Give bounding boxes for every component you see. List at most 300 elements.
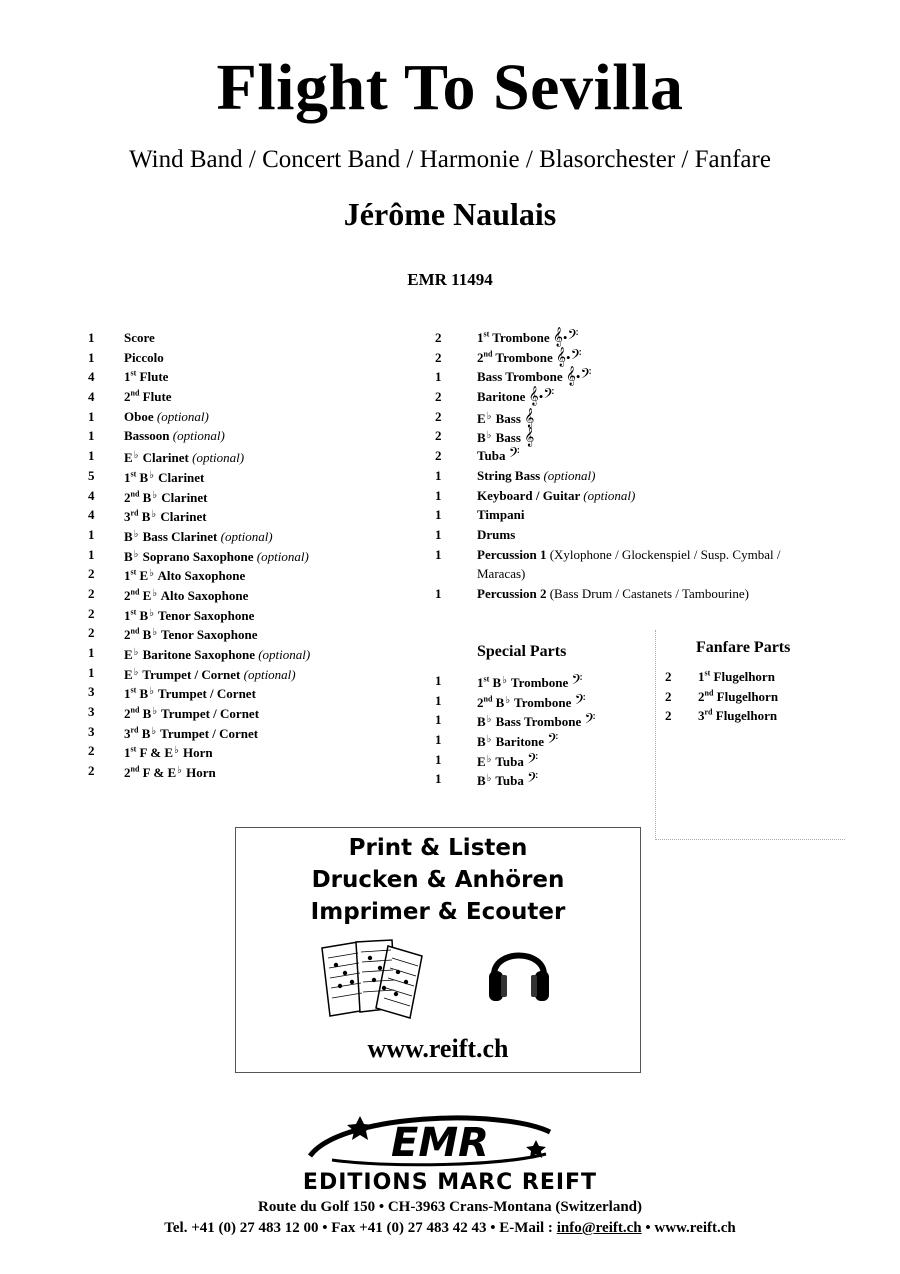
flat-icon: ♭	[152, 489, 158, 501]
part-quantity: 4	[88, 507, 95, 523]
part-quantity: 2	[88, 625, 95, 641]
part-name	[124, 722, 258, 744]
part-name	[124, 466, 204, 488]
bass-clef-icon: 𝄢	[527, 770, 539, 790]
treble-clef-icon: 𝄞	[528, 386, 539, 406]
treble-clef-icon: 𝄞	[565, 366, 576, 386]
part-name-text: Clarinet	[154, 469, 205, 485]
optional-label: (optional)	[543, 467, 596, 483]
flat-icon: ♭	[486, 753, 492, 765]
ordinal-suffix: nd	[130, 587, 140, 597]
treble-clef-icon: 𝄞	[555, 346, 567, 366]
part-quantity: 2	[88, 566, 95, 582]
part-quantity: 3	[88, 684, 95, 700]
flat-icon: ♭	[133, 666, 139, 678]
sheet-music-icon	[318, 938, 428, 1020]
ordinal-suffix: nd	[130, 764, 140, 774]
optional-label: (optional)	[172, 428, 225, 444]
list-item	[665, 706, 845, 726]
ordinal-suffix: st	[130, 369, 137, 379]
optional-label: (optional)	[256, 548, 309, 564]
flat-icon: ♭	[151, 509, 157, 521]
list-item	[88, 505, 418, 525]
parts-list-left	[88, 328, 418, 781]
part-name-text: Tuba	[492, 773, 528, 789]
flat-icon: ♭	[486, 734, 492, 746]
list-item	[88, 722, 418, 742]
part-name	[124, 702, 259, 724]
part-quantity: 1	[88, 349, 95, 365]
contact-website: • www.reift.ch	[641, 1220, 736, 1236]
flat-icon: ♭	[149, 686, 154, 698]
part-name-text: 2	[124, 489, 131, 505]
flat-icon: ♭	[505, 694, 511, 706]
part-quantity: 4	[88, 369, 95, 385]
part-name-text: E	[477, 410, 486, 426]
part-quantity: 1	[435, 487, 442, 503]
flat-icon: ♭	[486, 714, 492, 726]
part-name	[698, 706, 777, 726]
part-name-text: 3	[124, 725, 131, 741]
part-name-text: Trumpet / Cornet	[154, 686, 256, 702]
part-name-text: Bass	[492, 410, 525, 426]
fanfare-parts-title: Fanfare Parts	[696, 639, 791, 656]
part-quantity: 3	[88, 723, 95, 739]
list-item	[665, 687, 845, 707]
part-name-text: Bass Trombone	[477, 369, 566, 385]
part-quantity: 1	[88, 645, 95, 660]
part-name-text: Bass Clarinet	[139, 528, 221, 544]
flat-icon: ♭	[152, 627, 158, 639]
flat-icon: ♭	[152, 587, 158, 599]
optional-label: (optional)	[243, 666, 296, 682]
publisher-contact	[0, 1219, 900, 1237]
part-quantity: 1	[435, 732, 442, 748]
ordinal-suffix: nd	[130, 388, 140, 398]
part-name	[124, 426, 225, 446]
list-item	[88, 741, 418, 761]
part-name-text: B	[477, 430, 486, 446]
page-title: Flight To Sevilla	[216, 51, 684, 124]
part-name-text: 2	[477, 694, 484, 710]
ordinal-suffix: st	[130, 607, 137, 617]
list-item	[88, 328, 418, 348]
list-item	[435, 426, 825, 446]
list-item	[88, 426, 418, 446]
fanfare-parts-list	[665, 667, 845, 726]
part-name-text: Percussion 1	[477, 546, 550, 562]
list-item	[435, 750, 655, 770]
part-name-text: 1	[477, 675, 484, 690]
optional-label: (optional)	[192, 450, 245, 466]
part-name-text: 2	[477, 349, 484, 365]
part-name-text: B	[139, 489, 152, 505]
bass-clef-icon: 𝄢	[508, 445, 520, 465]
ordinal-suffix: st	[483, 329, 490, 339]
optional-label: (optional)	[258, 647, 311, 662]
part-name-text: Timpani	[477, 507, 525, 523]
part-name-text: F & E	[136, 745, 173, 761]
part-name-text: Trombone	[489, 330, 553, 345]
publisher-address: Route du Golf 150 • CH-3963 Crans-Montana (Switzerland)	[258, 1199, 642, 1215]
part-name-text: Tuba	[477, 448, 509, 464]
list-item	[435, 671, 655, 691]
list-item	[435, 367, 825, 387]
part-quantity: 2	[435, 330, 442, 345]
print-listen-box	[235, 827, 641, 1073]
list-item	[88, 643, 418, 663]
part-name-text: Flugelhorn	[710, 669, 775, 684]
ordinal-suffix: nd	[130, 705, 140, 715]
part-quantity: 1	[88, 526, 95, 542]
part-quantity: 1	[88, 664, 95, 680]
part-quantity: 2	[88, 585, 95, 601]
part-name	[124, 623, 258, 645]
ordinal-suffix: st	[130, 469, 137, 479]
flat-icon: ♭	[174, 745, 179, 757]
promo-website[interactable]: www.reift.ch	[367, 1034, 509, 1063]
list-item	[88, 564, 418, 584]
ordinal-suffix: nd	[483, 349, 493, 359]
part-name	[477, 407, 534, 429]
part-name-text: Alto Saxophone	[154, 568, 246, 584]
part-name-text: E	[124, 450, 133, 466]
flat-icon: ♭	[133, 647, 139, 658]
part-name-text: E	[139, 587, 152, 603]
part-name-text: B	[136, 686, 149, 702]
part-name-text: 2	[124, 587, 131, 603]
flat-icon: ♭	[486, 430, 492, 442]
part-name-text: 1	[698, 669, 705, 684]
part-name-text: Flugelhorn	[712, 708, 778, 724]
part-name	[124, 486, 208, 508]
part-name-text: 2	[124, 627, 131, 643]
bass-clef-icon: 𝄢	[570, 346, 582, 366]
part-name	[698, 687, 778, 707]
list-item	[88, 604, 418, 624]
part-name-text: B	[477, 734, 486, 750]
flat-icon: ♭	[133, 548, 139, 560]
part-quantity: 1	[435, 369, 442, 385]
fanfare-divider	[655, 630, 845, 840]
part-name	[477, 545, 807, 584]
parts-list-right	[435, 328, 825, 603]
list-item	[88, 623, 418, 643]
bass-clef-icon: 𝄢	[547, 731, 559, 751]
part-name	[477, 671, 582, 693]
part-name	[124, 525, 273, 547]
list-item	[88, 466, 418, 486]
part-name-text: E	[124, 647, 133, 662]
part-quantity: 2	[88, 763, 95, 779]
part-name	[477, 730, 558, 752]
part-quantity: 2	[435, 408, 442, 424]
special-parts-list	[435, 671, 655, 789]
part-name-text: Flugelhorn	[713, 688, 779, 704]
part-name-text: Bass Trombone	[492, 714, 585, 730]
part-name	[124, 584, 248, 606]
list-item	[665, 667, 845, 687]
part-quantity: 1	[88, 448, 95, 464]
part-name	[477, 426, 534, 448]
list-item	[435, 328, 825, 348]
part-name	[698, 667, 775, 687]
ordinal-suffix: nd	[483, 694, 493, 704]
promo-line-3: Imprimer & Ecouter	[310, 899, 566, 925]
list-item	[88, 663, 418, 683]
list-item	[88, 682, 418, 702]
part-name	[124, 505, 207, 527]
list-item	[88, 525, 418, 545]
part-name	[477, 769, 538, 791]
part-name	[124, 741, 213, 763]
part-name-text: Trombone	[492, 349, 556, 365]
part-name	[477, 387, 554, 407]
flat-icon: ♭	[149, 469, 154, 481]
part-name-text: Trombone	[511, 694, 575, 710]
part-quantity: 2	[435, 349, 442, 365]
part-name-text: Horn	[182, 765, 216, 781]
part-name	[124, 564, 245, 586]
part-name	[477, 750, 538, 772]
part-name	[124, 328, 155, 348]
part-name	[477, 710, 595, 732]
part-name-text: B	[492, 694, 505, 710]
bullet-icon: •	[566, 349, 571, 365]
part-name-text: Clarinet	[157, 509, 207, 525]
ordinal-suffix: nd	[704, 688, 714, 698]
part-name-text: Flute	[136, 369, 169, 385]
flat-icon: ♭	[133, 528, 139, 540]
list-item	[88, 545, 418, 565]
ordinal-suffix: nd	[130, 489, 140, 499]
part-quantity: 1	[435, 585, 442, 601]
part-name-text: Alto Saxophone	[158, 587, 249, 603]
part-name-text: Oboe	[124, 408, 157, 424]
bullet-icon: •	[538, 389, 544, 405]
part-name-text: Baritone Saxophone	[139, 647, 259, 662]
part-name-text: 1	[124, 369, 131, 385]
part-name-text: Bassoon	[124, 428, 173, 444]
part-name-text: 3	[124, 509, 131, 525]
part-name-text: Tenor Saxophone	[158, 627, 258, 643]
part-name-text: E	[136, 568, 149, 584]
part-name-text: 2	[124, 765, 131, 781]
part-name	[124, 407, 209, 427]
part-name	[124, 761, 216, 783]
ordinal-suffix: st	[130, 567, 137, 577]
part-quantity: 2	[665, 708, 672, 724]
part-name-text: 2	[124, 389, 131, 405]
part-name-text: B	[136, 607, 149, 623]
part-name	[477, 486, 635, 506]
part-name	[477, 348, 582, 368]
list-item	[435, 505, 825, 525]
list-item	[88, 702, 418, 722]
part-name-text: 1	[124, 607, 131, 623]
bullet-icon: •	[562, 330, 568, 345]
part-name-text: 3	[698, 708, 705, 724]
part-name-text: 2	[698, 688, 705, 704]
part-quantity: 2	[435, 389, 442, 405]
part-name-text: E	[124, 666, 133, 682]
special-parts-title: Special Parts	[477, 643, 567, 660]
part-name-text: B	[138, 725, 151, 741]
list-item	[435, 387, 825, 407]
part-name	[124, 348, 164, 368]
list-item	[88, 367, 418, 387]
catalog-number: EMR 11494	[407, 270, 493, 289]
part-quantity: 1	[88, 428, 95, 444]
ordinal-suffix: rd	[130, 725, 139, 735]
part-name-text: Horn	[179, 745, 213, 761]
flat-icon: ♭	[149, 607, 154, 619]
part-name-text: Baritone	[492, 734, 548, 750]
part-name	[477, 525, 515, 545]
part-name-text: 1	[124, 686, 131, 702]
part-quantity: 2	[435, 428, 442, 444]
part-name-text: Baritone	[477, 389, 529, 405]
emr-logo	[300, 1110, 570, 1170]
part-name-text: String Bass	[477, 467, 544, 483]
part-name-text: F & E	[139, 765, 177, 781]
part-name-text: B	[136, 469, 149, 485]
bass-clef-icon: 𝄢	[574, 691, 586, 711]
part-name-text: 2	[124, 706, 131, 722]
part-quantity: 1	[435, 771, 442, 787]
optional-label: (optional)	[583, 487, 636, 503]
part-name	[124, 682, 256, 704]
list-item	[88, 407, 418, 427]
part-name	[124, 367, 168, 387]
part-name-text: Keyboard / Guitar	[477, 487, 584, 503]
list-item	[88, 761, 418, 781]
part-name	[124, 604, 254, 626]
part-name-text: B	[477, 773, 486, 789]
part-name-text: 1	[124, 568, 131, 584]
part-name-text: Tuba	[492, 753, 528, 769]
ordinal-suffix: nd	[130, 626, 140, 636]
part-name	[477, 328, 578, 348]
bass-clef-icon: 𝄢	[543, 386, 555, 406]
list-item	[435, 691, 655, 711]
list-item	[435, 466, 825, 486]
promo-line-2: Drucken & Anhören	[311, 867, 565, 893]
part-name-text: B	[477, 714, 486, 730]
ensemble-subtitle: Wind Band / Concert Band / Harmonie / Blasorchester / Fanfare	[129, 146, 771, 173]
part-name-text: B	[124, 528, 133, 544]
list-item	[435, 525, 825, 545]
part-quantity: 2	[665, 688, 672, 704]
part-name-text: Soprano Saxophone	[139, 548, 257, 564]
part-quantity: 1	[435, 546, 442, 562]
part-name-text: E	[477, 753, 486, 769]
part-name-text: Flute	[139, 389, 172, 405]
part-name-text: B	[139, 706, 152, 722]
flat-icon: ♭	[149, 568, 154, 580]
part-name-text: 1	[477, 330, 484, 345]
part-name	[124, 663, 296, 685]
part-name	[477, 691, 586, 713]
optional-label: (optional)	[156, 408, 209, 424]
email-link[interactable]: info@reift.ch	[556, 1220, 642, 1236]
list-item	[435, 545, 825, 584]
part-name-text: Trumpet / Cornet	[139, 666, 244, 682]
part-quantity: 1	[88, 546, 95, 562]
bullet-icon: •	[575, 369, 581, 385]
part-description: (Bass Drum / Castanets / Tambourine)	[549, 585, 749, 601]
list-item	[435, 769, 655, 789]
part-name-text: Clarinet	[158, 489, 208, 505]
part-quantity: 1	[435, 751, 442, 767]
flat-icon: ♭	[152, 706, 158, 718]
bass-clef-icon: 𝄢	[580, 366, 592, 386]
part-quantity: 1	[435, 507, 442, 523]
part-quantity: 1	[435, 526, 442, 542]
part-quantity: 2	[435, 448, 442, 464]
list-item	[435, 710, 655, 730]
part-name-text: B	[139, 627, 152, 643]
part-name-text: Tenor Saxophone	[154, 607, 255, 623]
treble-clef-icon: 𝄞	[524, 427, 535, 447]
flat-icon: ♭	[486, 410, 492, 422]
part-name	[477, 446, 520, 466]
optional-label: (optional)	[220, 528, 273, 544]
part-name-text: Percussion 2	[477, 585, 550, 601]
part-name	[477, 505, 524, 525]
part-name-text: B	[489, 675, 502, 690]
headphones-icon	[486, 935, 552, 1007]
ordinal-suffix: rd	[130, 508, 139, 518]
list-item	[435, 486, 825, 506]
ordinal-suffix: rd	[704, 708, 713, 718]
part-name-text: Trumpet / Cornet	[157, 725, 259, 741]
part-name-text: Trumpet / Cornet	[158, 706, 260, 722]
part-quantity: 2	[88, 743, 95, 759]
part-name-text: Score	[124, 330, 155, 345]
part-name-text: Clarinet	[139, 450, 193, 466]
flat-icon: ♭	[502, 675, 507, 686]
part-name	[477, 466, 595, 486]
part-quantity: 5	[88, 467, 95, 483]
part-quantity: 1	[88, 330, 95, 345]
promo-line-1: Print & Listen	[348, 835, 528, 861]
flat-icon: ♭	[486, 773, 492, 785]
logo-text: EMR	[391, 1120, 489, 1166]
bass-clef-icon: 𝄢	[571, 672, 583, 691]
part-quantity: 1	[88, 408, 95, 424]
ordinal-suffix: st	[704, 668, 711, 678]
list-item	[88, 584, 418, 604]
list-item	[435, 584, 825, 604]
part-quantity: 4	[88, 389, 95, 405]
flat-icon: ♭	[133, 450, 139, 462]
ordinal-suffix: st	[483, 674, 490, 684]
flat-icon: ♭	[151, 725, 157, 737]
part-quantity: 2	[665, 669, 672, 684]
list-item	[435, 730, 655, 750]
list-item	[88, 348, 418, 368]
composer-name: Jérôme Naulais	[343, 196, 557, 232]
bass-clef-icon: 𝄢	[584, 711, 596, 731]
bass-clef-icon: 𝄢	[567, 327, 579, 346]
list-item	[435, 446, 825, 466]
part-quantity: 1	[435, 712, 442, 728]
part-name-text: B	[138, 509, 151, 525]
part-name	[124, 387, 172, 407]
part-name-text: Drums	[477, 526, 516, 542]
ordinal-suffix: st	[130, 686, 137, 696]
